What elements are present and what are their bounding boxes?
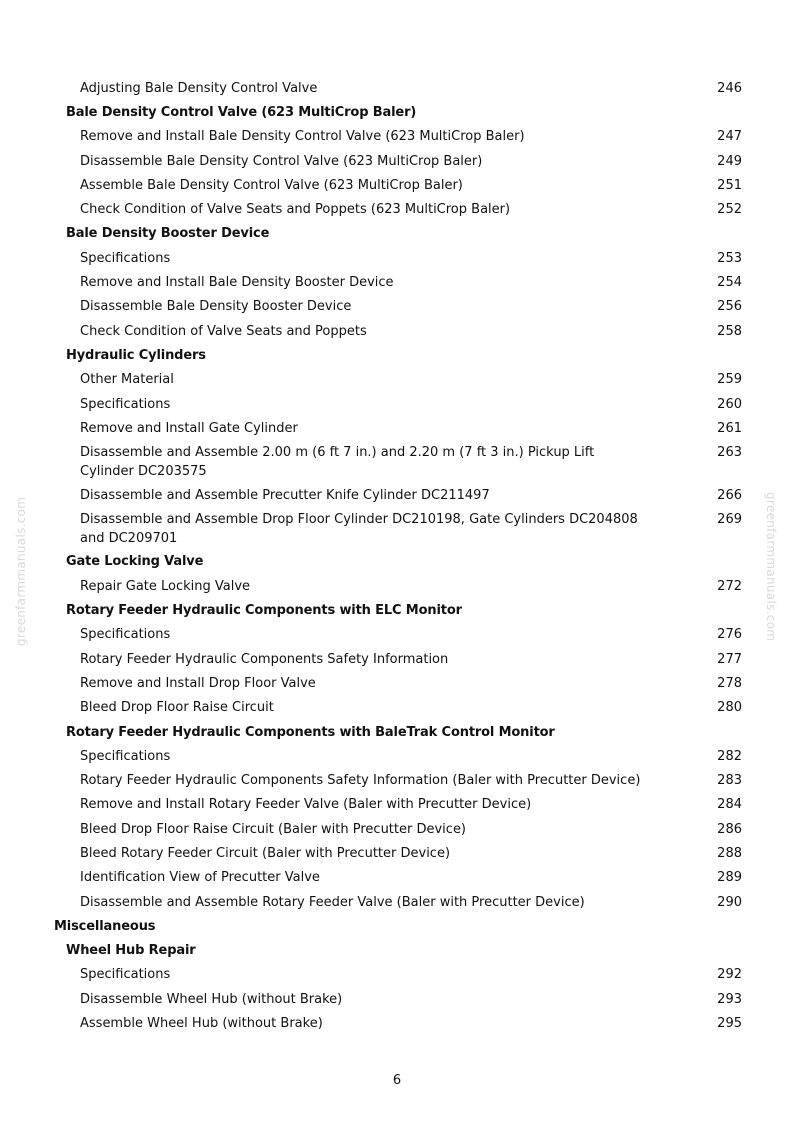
toc-entry-title: Remove and Install Drop Floor Valve	[80, 675, 316, 691]
toc-entry-title: Disassemble Wheel Hub (without Brake)	[80, 991, 343, 1007]
toc-entry-title: Specifications	[80, 748, 171, 764]
table-of-contents	[0, 76, 794, 1036]
toc-entry-page: 282	[717, 748, 742, 764]
toc-entry-page: 254	[717, 275, 742, 291]
toc-section-heading[interactable]	[0, 939, 794, 963]
toc-entry-title: Disassemble Bale Density Booster Device	[80, 299, 352, 315]
toc-entry[interactable]	[0, 574, 794, 598]
toc-entry-title: Rotary Feeder Hydraulic Components with BaleTrak Control Monitor	[66, 724, 555, 740]
toc-entry[interactable]	[0, 125, 794, 149]
toc-entry-page: 247	[717, 129, 742, 145]
toc-entry-title: Identification View of Precutter Valve	[80, 870, 320, 886]
toc-entry-title: Remove and Install Bale Density Booster Device	[80, 275, 394, 291]
toc-entry-title: Disassemble Bale Density Control Valve (623 MultiCrop Baler)	[80, 153, 483, 169]
toc-entry[interactable]	[0, 963, 794, 987]
toc-entry-title: Disassemble and Assemble Rotary Feeder Valve (Baler with Precutter Device)	[80, 894, 585, 910]
toc-entry[interactable]	[0, 623, 794, 647]
toc-section-heading[interactable]	[0, 222, 794, 246]
toc-entry[interactable]	[0, 890, 794, 914]
toc-entry[interactable]	[0, 246, 794, 270]
toc-entry[interactable]	[0, 319, 794, 343]
toc-section-heading[interactable]	[0, 598, 794, 622]
toc-entry-page: 263	[717, 445, 742, 461]
toc-entry[interactable]	[0, 197, 794, 221]
toc-entry-page: 272	[717, 578, 742, 594]
toc-entry-title: Bleed Drop Floor Raise Circuit	[80, 700, 274, 716]
toc-entry-page: 260	[717, 396, 742, 412]
toc-entry-page: 283	[717, 773, 742, 789]
toc-entry-title: Disassemble and Assemble Precutter Knife Cylinder DC211497	[80, 487, 490, 503]
toc-entry[interactable]	[0, 696, 794, 720]
toc-entry[interactable]	[0, 671, 794, 695]
toc-entry-title: Disassemble and Assemble Drop Floor Cylinder DC210198, Gate Cylinders DC204808 and DC209701	[80, 511, 638, 546]
toc-entry-page: 293	[717, 991, 742, 1007]
toc-section-heading[interactable]	[0, 100, 794, 124]
toc-entry[interactable]	[0, 841, 794, 865]
toc-entry-title: Remove and Install Gate Cylinder	[80, 420, 298, 436]
toc-entry[interactable]	[0, 866, 794, 890]
toc-entry-page: 246	[717, 80, 742, 96]
toc-entry-page: 269	[717, 511, 742, 527]
toc-entry[interactable]	[0, 295, 794, 319]
toc-entry-page: 278	[717, 675, 742, 691]
toc-entry-page: 290	[717, 894, 742, 910]
toc-entry-title: Check Condition of Valve Seats and Poppets (623 MultiCrop Baler)	[80, 202, 511, 218]
toc-entry[interactable]	[0, 368, 794, 392]
toc-entry-page: 266	[717, 487, 742, 503]
toc-entry[interactable]	[0, 76, 794, 100]
toc-entry-title: Assemble Wheel Hub (without Brake)	[80, 1016, 323, 1032]
toc-entry-title: Rotary Feeder Hydraulic Components with ELC Monitor	[66, 603, 462, 619]
toc-entry[interactable]	[0, 1011, 794, 1035]
toc-entry[interactable]	[0, 793, 794, 817]
toc-entry-title: Specifications	[80, 396, 171, 412]
toc-entry-page: 295	[717, 1016, 742, 1032]
toc-entry[interactable]	[0, 987, 794, 1011]
toc-entry[interactable]	[0, 647, 794, 671]
toc-entry-title: Rotary Feeder Hydraulic Components Safety Information	[80, 651, 449, 667]
toc-entry-page: 277	[717, 651, 742, 667]
toc-entry-page: 288	[717, 846, 742, 861]
toc-entry-page: 280	[717, 700, 742, 716]
toc-entry-title: Bleed Rotary Feeder Circuit (Baler with Precutter Device)	[80, 846, 451, 861]
toc-entry-title: Wheel Hub Repair	[66, 943, 196, 959]
toc-entry-title: Repair Gate Locking Valve	[80, 578, 251, 594]
toc-entry-page: 292	[717, 967, 742, 983]
toc-entry-title: Check Condition of Valve Seats and Poppets	[80, 323, 367, 339]
toc-entry[interactable]	[0, 149, 794, 173]
toc-entry[interactable]	[0, 416, 794, 440]
toc-entry-page: 276	[717, 627, 742, 643]
toc-entry-page: 249	[717, 153, 742, 169]
toc-entry[interactable]	[0, 744, 794, 768]
toc-entry-page: 256	[717, 299, 742, 315]
toc-entry[interactable]	[0, 768, 794, 792]
watermark-right: greenfarmmanuals.com	[764, 492, 778, 642]
toc-entry-title: Specifications	[80, 627, 171, 643]
toc-entry-title: Adjusting Bale Density Control Valve	[80, 80, 318, 96]
toc-entry-page: 259	[717, 372, 742, 388]
toc-entry-title: Rotary Feeder Hydraulic Components Safety Information (Baler with Precutter Device)	[80, 773, 641, 789]
toc-entry-title: Bleed Drop Floor Raise Circuit (Baler with Precutter Device)	[80, 821, 467, 837]
toc-entry-title: Remove and Install Rotary Feeder Valve (Baler with Precutter Device)	[80, 797, 532, 813]
toc-entry-page: 286	[717, 821, 742, 837]
toc-entry[interactable]	[0, 817, 794, 841]
toc-entry-title: Other Material	[80, 372, 174, 388]
watermark-left: greenfarmmanuals.com	[14, 496, 28, 646]
toc-section-heading[interactable]	[0, 720, 794, 744]
toc-entry[interactable]	[0, 392, 794, 416]
toc-section-heading[interactable]	[0, 550, 794, 574]
toc-entry-title: Assemble Bale Density Control Valve (623 MultiCrop Baler)	[80, 177, 463, 193]
toc-section-heading[interactable]	[0, 914, 794, 938]
toc-entry-title: Miscellaneous	[54, 918, 156, 934]
toc-entry-title: Specifications	[80, 967, 171, 983]
toc-entry-page: 252	[717, 202, 742, 218]
toc-entry[interactable]	[0, 507, 794, 550]
toc-entry[interactable]	[0, 483, 794, 507]
page-number: 6	[392, 1073, 402, 1088]
toc-entry[interactable]	[0, 440, 794, 483]
toc-entry-title: Specifications	[80, 250, 171, 266]
toc-section-heading[interactable]	[0, 343, 794, 367]
toc-entry-page: 289	[717, 870, 742, 886]
toc-entry-title: Bale Density Booster Device	[66, 226, 270, 242]
toc-entry[interactable]	[0, 270, 794, 294]
toc-entry-title: Bale Density Control Valve (623 MultiCrop Baler)	[66, 104, 417, 120]
toc-entry-title: Hydraulic Cylinders	[66, 347, 206, 363]
toc-entry[interactable]	[0, 173, 794, 197]
toc-entry-page: 258	[717, 323, 742, 339]
toc-entry-page: 284	[717, 797, 742, 813]
toc-entry-title: Gate Locking Valve	[66, 554, 204, 570]
toc-entry-title: Disassemble and Assemble 2.00 m (6 ft 7 in.) and 2.20 m (7 ft 3 in.) Pickup Lift Cylinder DC203575	[80, 445, 595, 480]
toc-entry-title: Remove and Install Bale Density Control Valve (623 MultiCrop Baler)	[80, 129, 525, 145]
toc-entry-page: 253	[717, 250, 742, 266]
toc-entry-page: 261	[717, 420, 742, 436]
toc-entry-page: 251	[717, 177, 742, 193]
